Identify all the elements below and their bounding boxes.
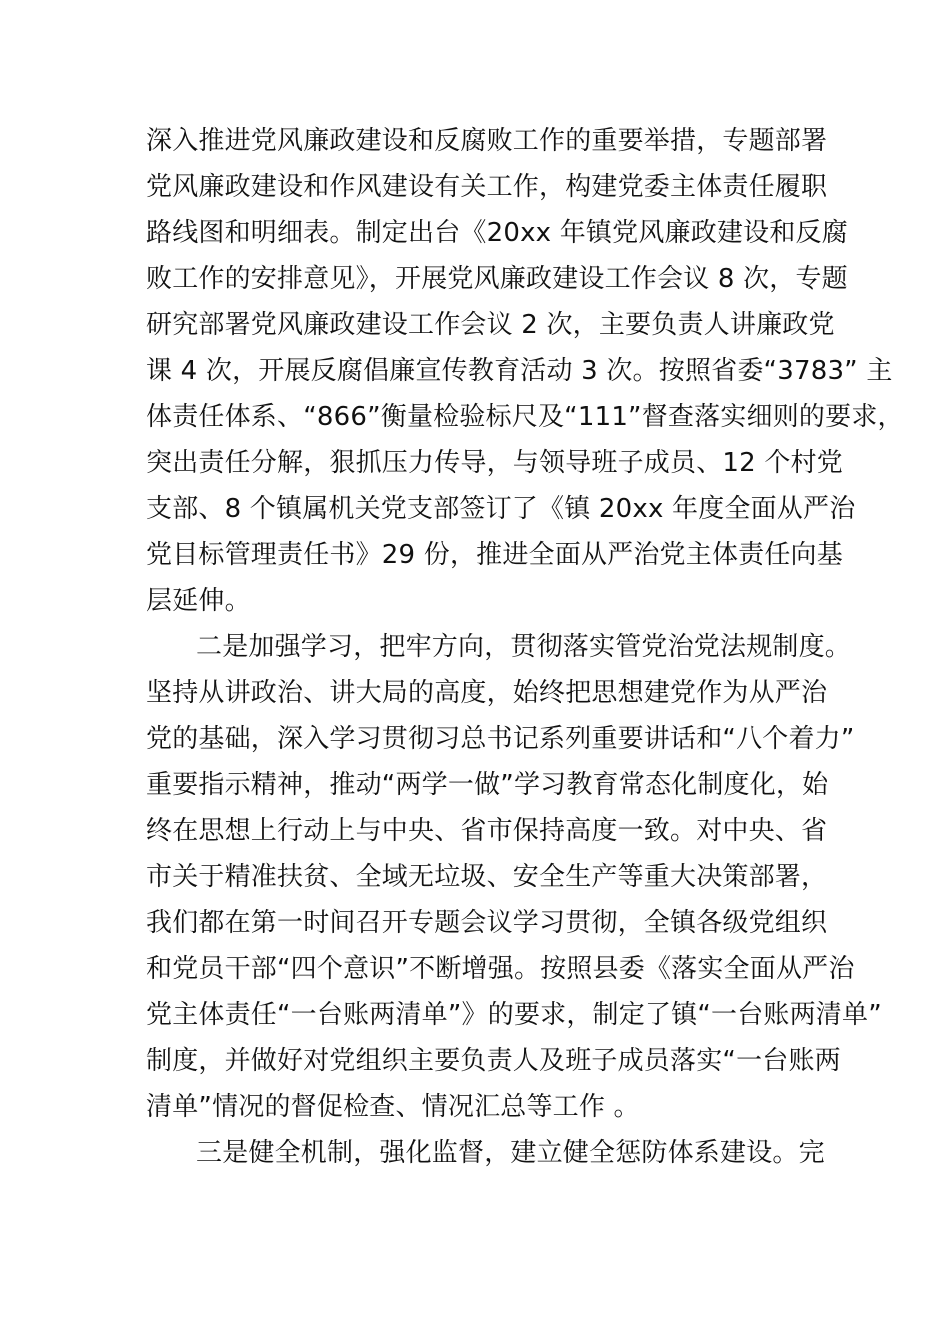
text-line: 路线图和明细表。制定出台《20xx 年镇党风廉政建设和反腐 [146, 218, 848, 248]
paragraph-2 [146, 624, 882, 1130]
text-line: 课 4 次，开展反腐倡廉宣传教育活动 3 次。按照省委“3783” 主 [146, 356, 893, 386]
text-line: 终在思想上行动上与中央、省市保持高度一致。对中央、省 [146, 816, 828, 846]
text-line: 突出责任分解，狠抓压力传导，与领导班子成员、12 个村党 [146, 448, 843, 478]
text-line: 重要指示精神，推动“两学一做”学习教育常态化制度化，始 [146, 770, 829, 800]
text-line: 深入推进党风廉政建设和反腐败工作的重要举措，专题部署 [146, 126, 828, 156]
text-line: 坚持从讲政治、讲大局的高度，始终把思想建党作为从严治 [146, 678, 828, 708]
text-line: 三是健全机制，强化监督，建立健全惩防体系建设。完 [196, 1138, 825, 1168]
text-line: 党的基础，深入学习贯彻习总书记系列重要讲话和“八个着力” [146, 724, 855, 754]
text-line: 党目标管理责任书》29 份，推进全面从严治党主体责任向基 [146, 540, 843, 570]
text-line: 研究部署党风廉政建设工作会议 2 次，主要负责人讲廉政党 [146, 310, 835, 340]
text-line: 党风廉政建设和作风建设有关工作，构建党委主体责任履职 [146, 172, 828, 202]
text-line: 层延伸。 [146, 586, 251, 616]
text-line: 和党员干部“四个意识”不断增强。按照县委《落实全面从严治 [146, 954, 855, 984]
text-line: 体责任体系、“866”衡量检验标尺及“111”督查落实细则的要求， [146, 402, 904, 432]
text-line: 败工作的安排意见》，开展党风廉政建设工作会议 8 次，专题 [146, 264, 848, 294]
text-line: 清单”情况的督促检查、情况汇总等工作 。 [146, 1092, 640, 1122]
text-line: 二是加强学习，把牢方向，贯彻落实管党治党法规制度。 [196, 632, 852, 662]
paragraph-1 [146, 118, 904, 624]
text-line: 制度，并做好对党组织主要负责人及班子成员落实“一台账两 [146, 1046, 841, 1076]
text-line: 市关于精准扶贫、全域无垃圾、安全生产等重大决策部署， [146, 862, 828, 892]
paragraph-3 [146, 1130, 846, 1176]
text-line: 党主体责任“一台账两清单”》的要求，制定了镇“一台账两清单” [146, 1000, 882, 1030]
text-line: 我们都在第一时间召开专题会议学习贯彻，全镇各级党组织 [146, 908, 828, 938]
document-body [146, 118, 904, 1176]
text-line: 支部、8 个镇属机关党支部签订了《镇 20xx 年度全面从严治 [146, 494, 856, 524]
